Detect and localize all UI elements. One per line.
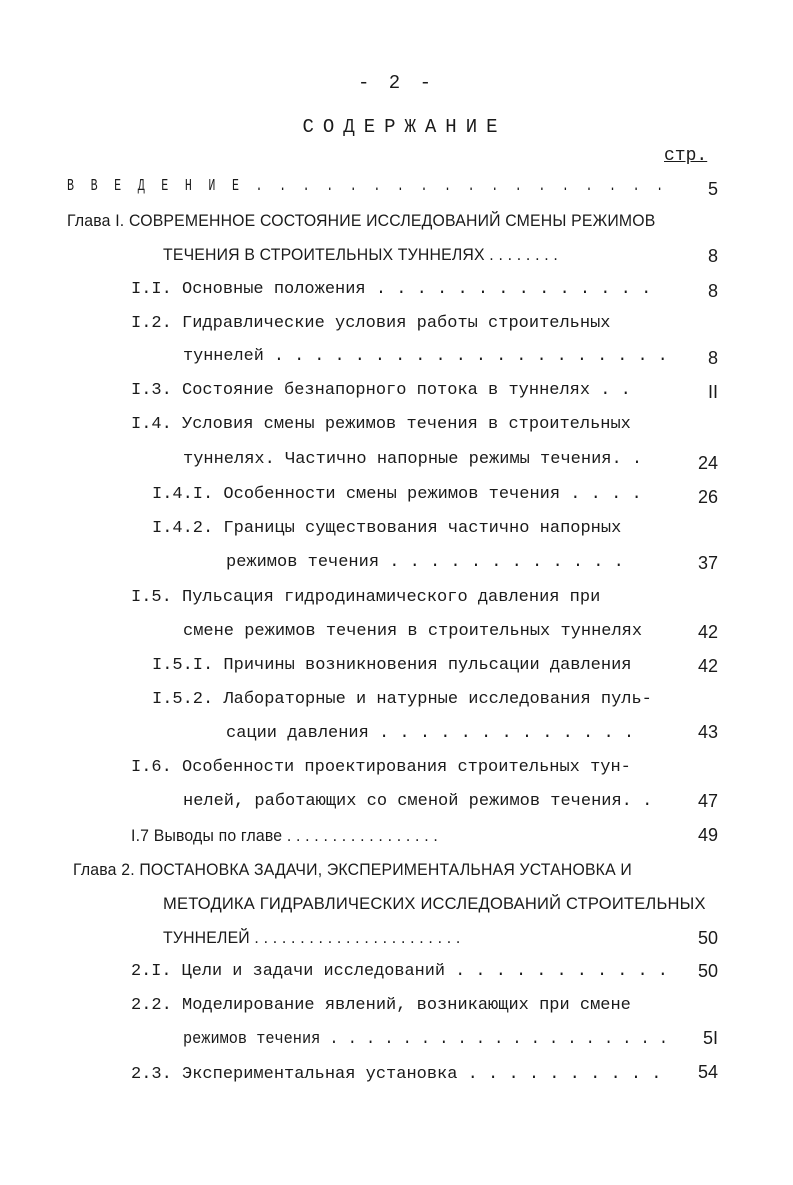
toc-page-chapter-1: 8 xyxy=(707,246,718,266)
toc-entry-1-5-line1: I.5. Пульсация гидродинамического давления при xyxy=(131,588,601,607)
toc-entry-1-7: I.7 Выводы по главе . . . . . . . . . . . . . . . . . xyxy=(131,826,438,845)
toc-entry-1-4-1: I.4.I. Особенности смены режимов течения . . . . xyxy=(152,485,642,504)
toc-entry-chapter-1-line2: ТЕЧЕНИЯ В СТРОИТЕЛЬНЫХ ТУННЕЛЯХ . . . . . . . . xyxy=(163,245,558,264)
toc-page-1-5: 42 xyxy=(697,622,718,642)
toc-entry-chapter-2-line2: МЕТОДИКА ГИДРАВЛИЧЕСКИХ ИССЛЕДОВАНИЙ СТРОИТЕЛЬНЫХ xyxy=(163,894,706,913)
toc-entry-1-2-line2: туннелей . . . . . . . . . . . . . . . . . . . . xyxy=(183,347,668,366)
toc-page-2-1: 50 xyxy=(697,961,718,981)
toc-entry-1-4-2-line2: режимов течения . . . . . . . . . . . . xyxy=(226,553,624,572)
toc-entry-chapter-2-line1: Глава 2. ПОСТАНОВКА ЗАДАЧИ, ЭКСПЕРИМЕНТАЛЬНАЯ УСТАНОВКА И xyxy=(73,860,632,879)
toc-entry-2-3: 2.3. Экспериментальная установка . . . . . . . . . . xyxy=(131,1065,662,1084)
toc-entry-chapter-1-line1: Глава I. СОВРЕМЕННОЕ СОСТОЯНИЕ ИССЛЕДОВАНИЙ СМЕНЫ РЕЖИМОВ xyxy=(67,211,656,230)
toc-page-1-4: 24 xyxy=(697,453,718,473)
toc-page-1-5-2: 43 xyxy=(697,722,718,742)
toc-entry-1-5-2-line1: I.5.2. Лабораторные и натурные исследования пуль- xyxy=(152,690,652,709)
page-title: СОДЕРЖАНИЕ xyxy=(302,116,507,138)
toc-entry-1-1: I.I. Основные положения . . . . . . . . . . . . . . xyxy=(131,280,652,299)
toc-page-2-3: 54 xyxy=(697,1062,718,1082)
toc-entry-1-2-line1: I.2. Гидравлические условия работы строительных xyxy=(131,314,611,333)
toc-page-introduction: 5 xyxy=(707,179,718,199)
toc-page-1-2: 8 xyxy=(707,348,718,368)
toc-page-1-3: II xyxy=(707,382,718,402)
toc-entry-1-5-1: I.5.I. Причины возникновения пульсации давления xyxy=(152,656,632,675)
toc-page-1-6: 47 xyxy=(697,791,718,811)
toc-entry-1-4-line1: I.4. Условия смены режимов течения в строительных xyxy=(131,415,631,434)
page-column-label: стр. xyxy=(664,146,708,166)
toc-entry-2-2-line1: 2.2. Моделирование явлений, возникающих при смене xyxy=(131,996,631,1015)
toc-entry-2-1: 2.I. Цели и задачи исследований . . . . . . . . . . . xyxy=(131,962,668,981)
toc-page-2-2: 5I xyxy=(702,1028,718,1048)
toc-entry-1-6-line2: нелей, работающих со сменой режимов течения. . xyxy=(183,792,653,811)
page-number: - 2 - xyxy=(357,72,435,94)
toc-entry-1-5-2-line2: сации давления . . . . . . . . . . . . . xyxy=(226,724,635,743)
toc-entry-introduction: В В Е Д Е Н И Е . . . . . . . . . . . . . . . . . . xyxy=(67,177,668,196)
toc-entry-1-5-line2: смене режимов течения в строительных туннелях xyxy=(183,622,643,641)
toc-entry-chapter-2-line3: ТУННЕЛЕЙ . . . . . . . . . . . . . . . . . . . . . . . xyxy=(163,928,461,947)
toc-page-1-4-2: 37 xyxy=(697,553,718,573)
toc-page-1-7: 49 xyxy=(697,825,718,845)
toc-entry-1-4-line2: туннелях. Частично напорные режимы течения. . xyxy=(183,450,643,469)
toc-page-1-4-1: 26 xyxy=(697,487,718,507)
toc-entry-2-2-line2: режимов течения . . . . . . . . . . . . . . . . . . . xyxy=(183,1030,669,1049)
toc-page-1-1: 8 xyxy=(707,281,718,301)
toc-entry-1-3: I.3. Состояние безнапорного потока в туннелях . . xyxy=(131,381,631,400)
toc-page-1-5-1: 42 xyxy=(697,656,718,676)
toc-page-chapter-2: 50 xyxy=(697,928,718,948)
toc-entry-1-4-2-line1: I.4.2. Границы существования частично напорных xyxy=(152,519,622,538)
toc-entry-1-6-line1: I.6. Особенности проектирования строительных тун- xyxy=(131,758,631,777)
